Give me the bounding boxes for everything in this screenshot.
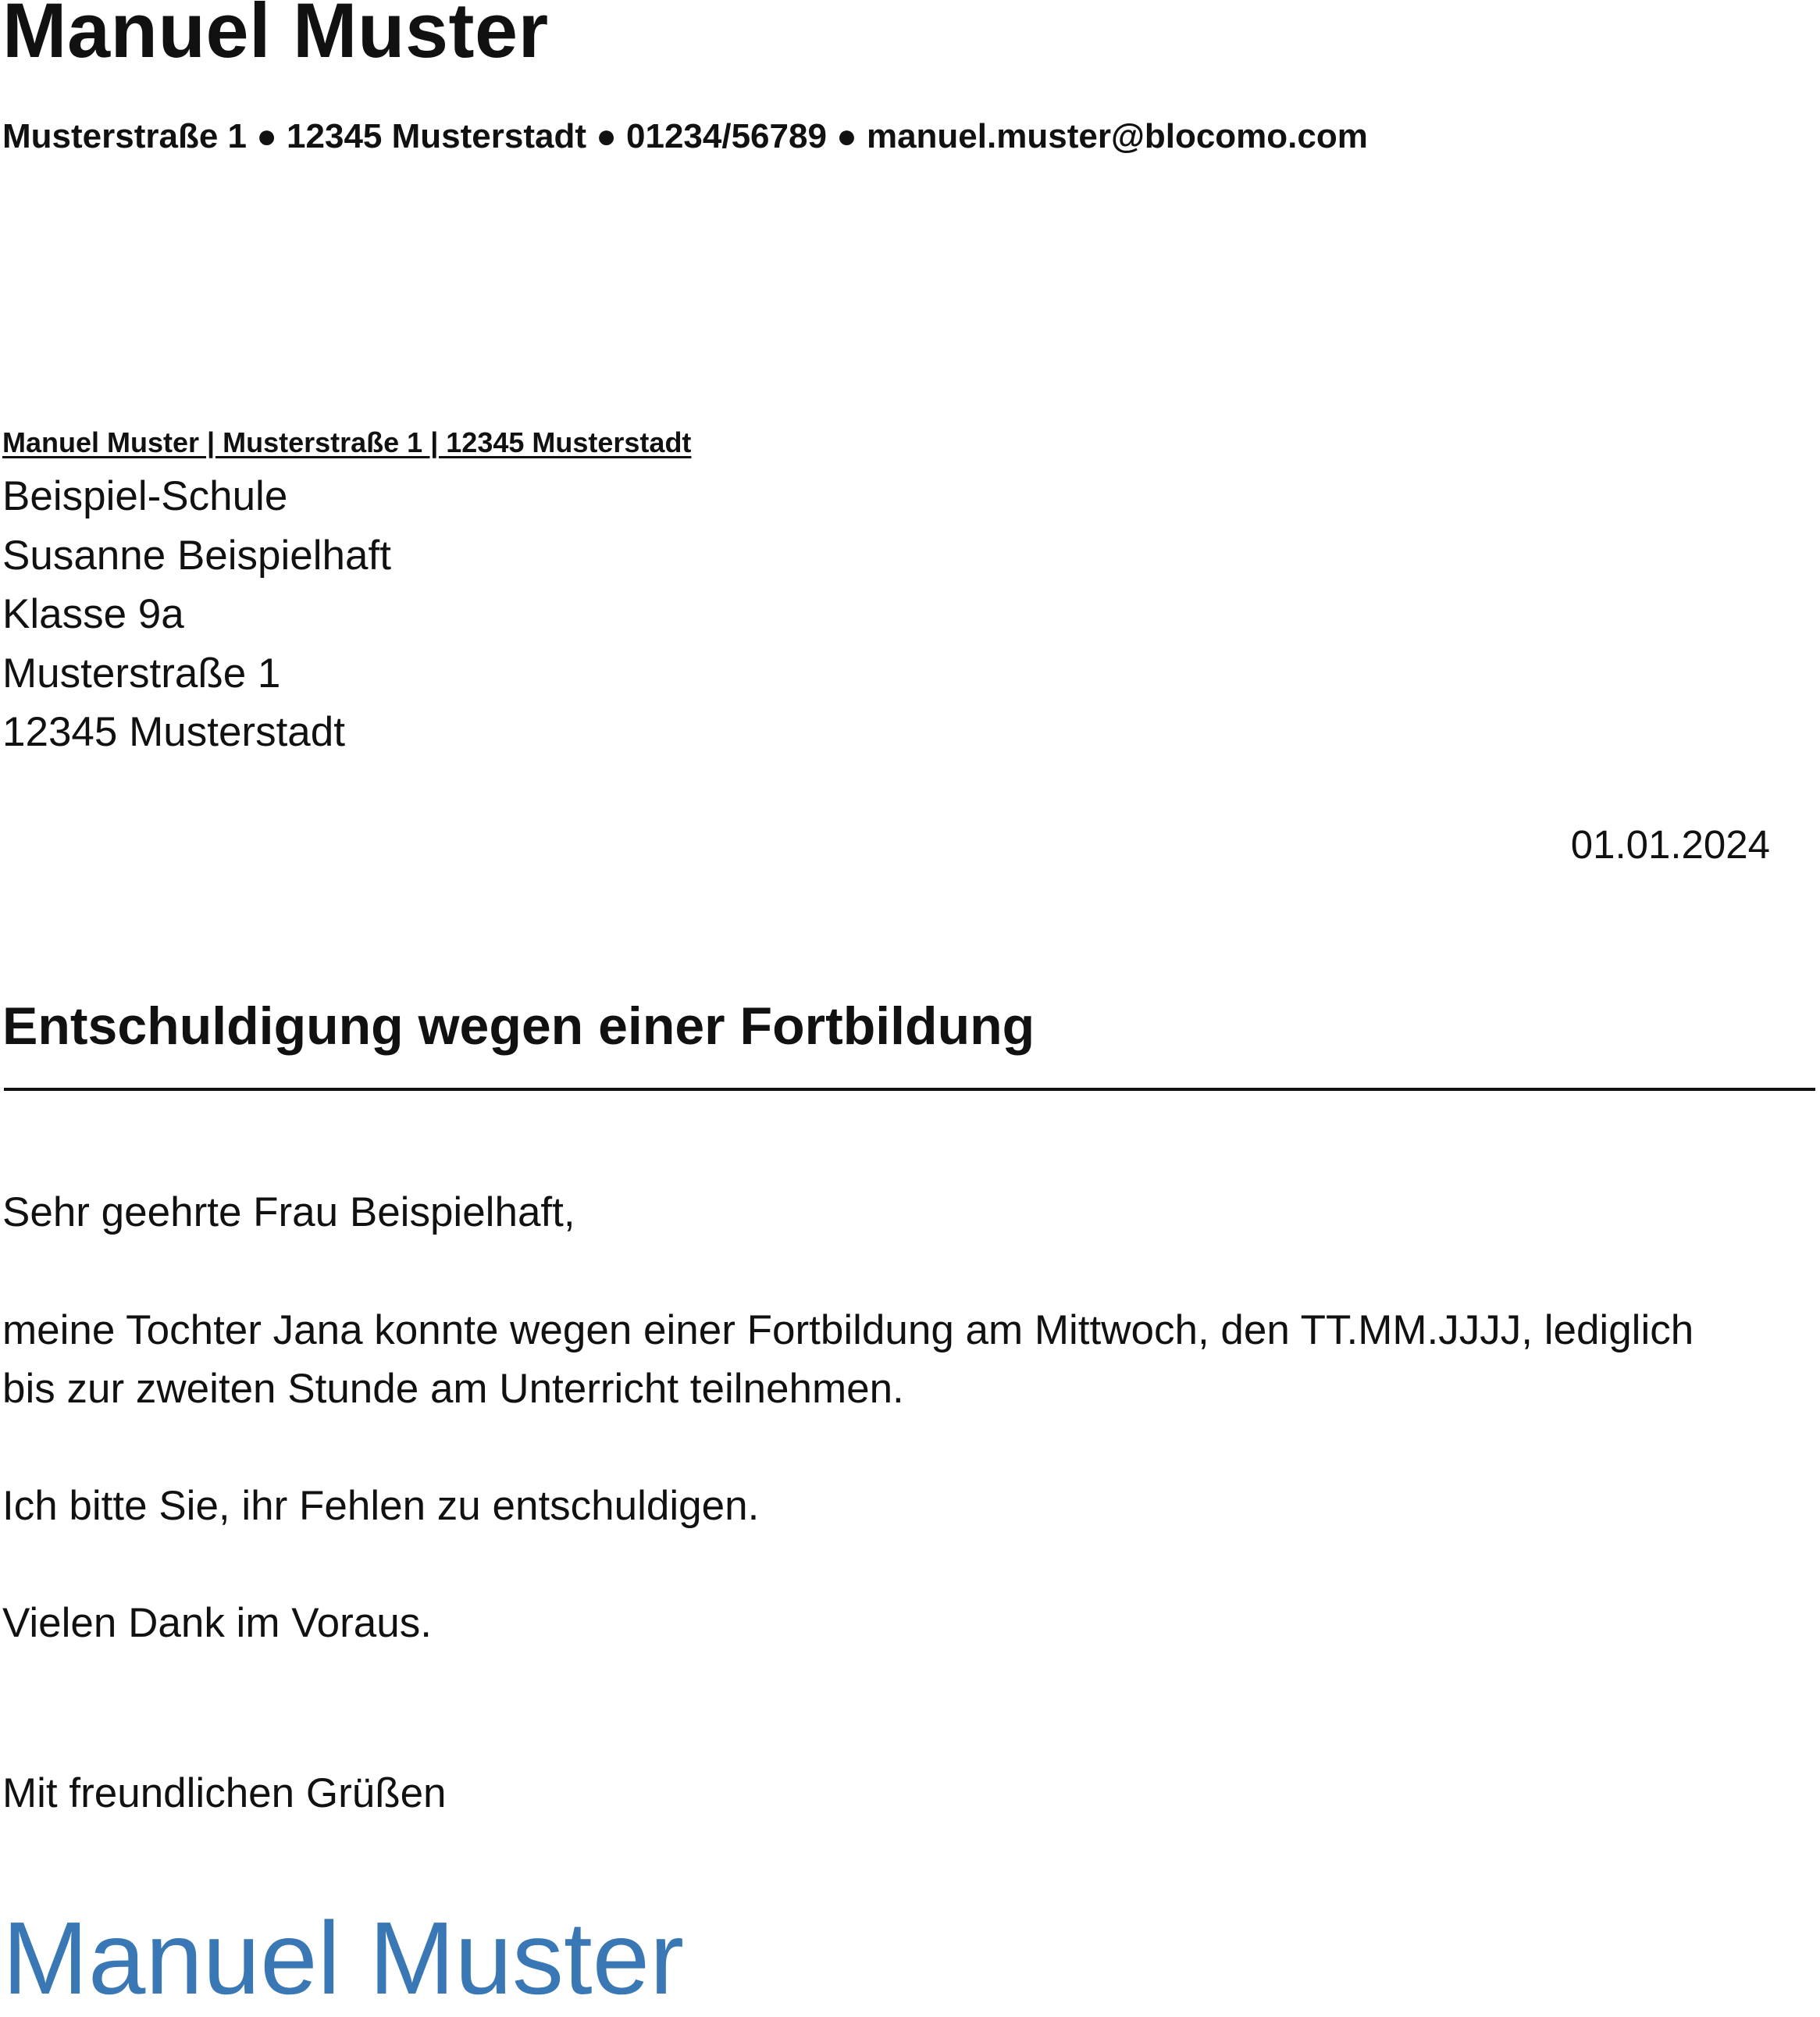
- recipient-city: 12345 Musterstadt: [2, 709, 345, 755]
- subject-divider: [4, 1088, 1815, 1091]
- return-address-line: Manuel Muster | Musterstraße 1 | 12345 Musterstadt: [2, 426, 692, 458]
- body-paragraph-2: Ich bitte Sie, ihr Fehlen zu entschuldigen.: [2, 1483, 760, 1529]
- recipient-address: [2, 467, 391, 762]
- letterhead-contact: Musterstraße 1 ● 12345 Musterstadt ● 01234/56789 ● manuel.muster@blocomo.com: [2, 117, 1368, 155]
- recipient-class: Klasse 9a: [2, 591, 184, 637]
- salutation: Sehr geehrte Frau Beispielhaft,: [2, 1189, 575, 1235]
- recipient-street: Musterstraße 1: [2, 650, 281, 697]
- recipient-person: Susanne Beispielhaft: [2, 532, 391, 579]
- body-paragraph-1: [2, 1301, 1694, 1418]
- signature: Manuel Muster: [2, 1901, 685, 2015]
- body-paragraph-3: Vielen Dank im Voraus.: [2, 1600, 432, 1646]
- body-paragraph-1-line-2: bis zur zweiten Stunde am Unterricht teilnehmen.: [2, 1366, 904, 1412]
- closing-phrase: Mit freundlichen Grüßen: [2, 1770, 447, 1816]
- body-paragraph-1-line-1: meine Tochter Jana konnte wegen einer Fortbildung am Mittwoch, den TT.MM.JJJJ, lediglich: [2, 1307, 1694, 1353]
- letter-date: 01.01.2024: [1570, 822, 1770, 867]
- letter-subject: Entschuldigung wegen einer Fortbildung: [2, 996, 1035, 1056]
- letterhead-name: Manuel Muster: [2, 0, 549, 73]
- recipient-school: Beispiel-Schule: [2, 473, 288, 519]
